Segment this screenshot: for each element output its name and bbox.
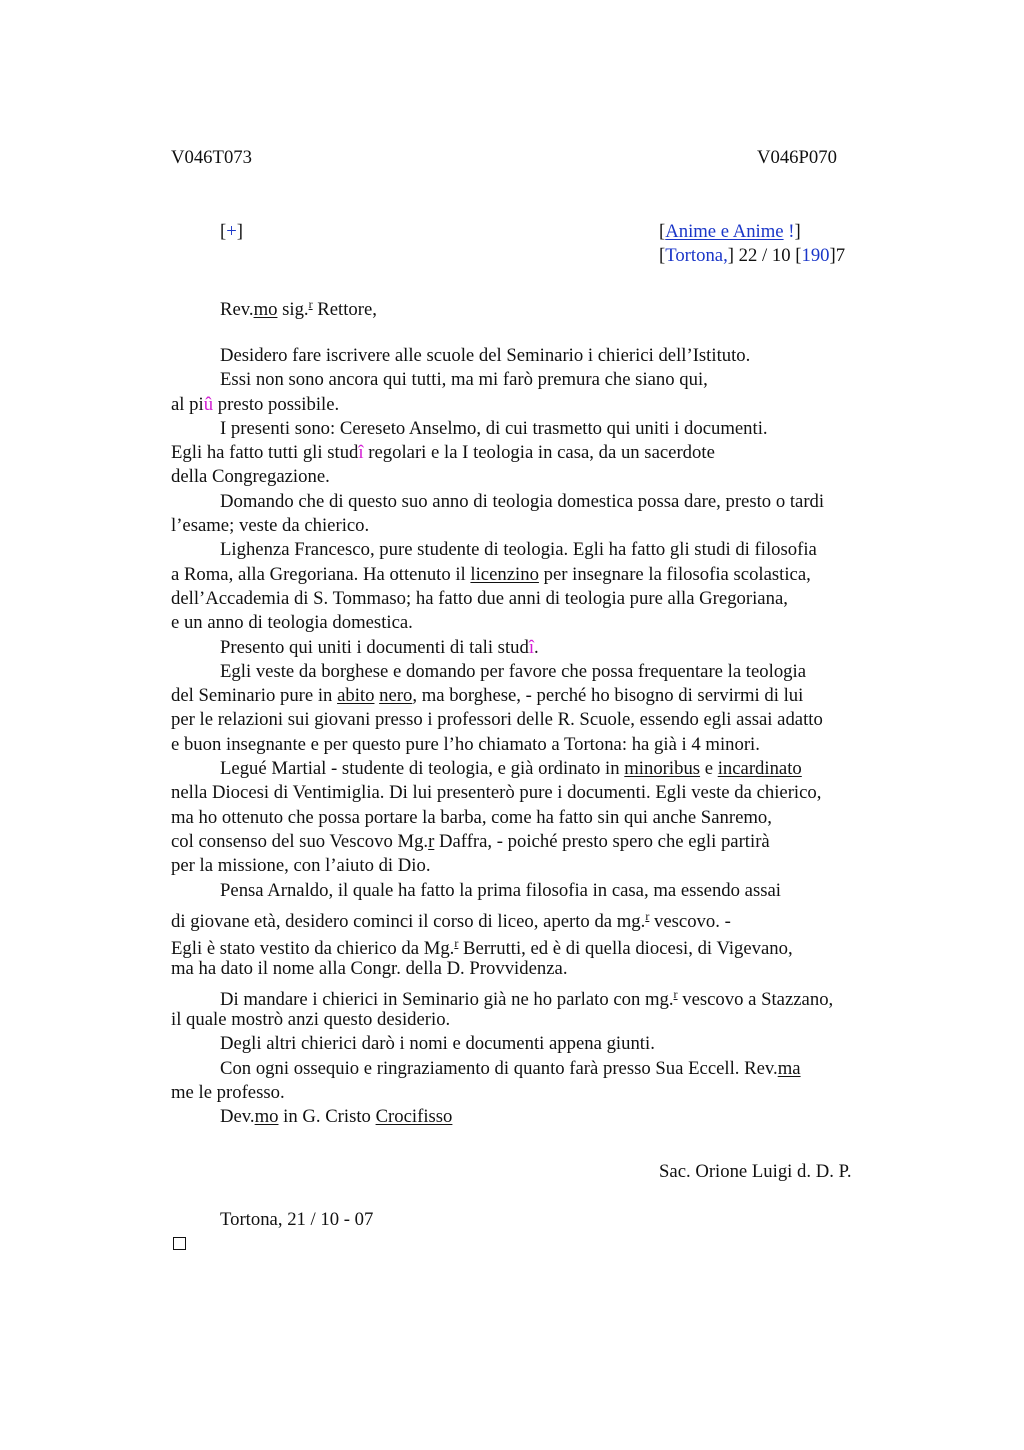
body-line: Con ogni ossequio e ringraziamento di quanto farà presso Sua Eccell. Rev.ma: [220, 1057, 801, 1079]
body-line: nella Diocesi di Ventimiglia. Di lui presenterò pure i documenti. Egli veste da chierico,: [171, 782, 822, 804]
body-line: al piû presto possibile.: [171, 393, 340, 415]
body-line: Domando che di questo suo anno di teologia domestica possa dare, presto o tardi: [220, 490, 825, 512]
body-line: Presento qui uniti i documenti di tali studî.: [220, 636, 539, 658]
body-line: di giovane età, desidero cominci il corso di liceo, aperto da mg.$^r$ vescovo. -: [171, 908, 731, 932]
body-line: Egli veste da borghese e domando per favore che possa frequentare la teologia: [220, 660, 807, 682]
body-line: Egli è stato vestito da chierico da Mg.$^r$ Berrutti, ed è di quella diocesi, di Vigevano,: [171, 935, 793, 959]
body-line: Dev.mo in G. Cristo Crocifisso: [220, 1106, 453, 1128]
body-line: I presenti sono: Cereseto Anselmo, di cui trasmetto qui uniti i documenti.: [220, 417, 768, 439]
document-code-left: V046T073: [171, 147, 252, 168]
cross-marker: [+]: [220, 221, 244, 242]
signature: Sac. Orione Luigi d. D. P.: [659, 1161, 852, 1182]
body-line: Lighenza Francesco, pure studente di teologia. Egli ha fatto gli studi di filosofia: [220, 539, 817, 561]
letter-body: [171, 344, 951, 1130]
body-line: Di mandare i chierici in Seminario già ne ho parlato con mg.$^r$ vescovo a Stazzano,: [220, 987, 834, 1011]
body-line: me le professo.: [171, 1082, 285, 1104]
body-line: della Congregazione.: [171, 466, 330, 488]
body-line: per le relazioni sui giovani presso i professori delle R. Scuole, essendo egli assai adatto: [171, 709, 823, 731]
body-line: Egli ha fatto tutti gli studî regolari e la I teologia in casa, da un sacerdote: [171, 442, 715, 464]
closing-date: Tortona, 21 / 10 - 07: [220, 1209, 374, 1230]
body-line: ma ho ottenuto che possa portare la barba, come ha fatto sin qui anche Sanremo,: [171, 806, 772, 828]
body-line: col consenso del suo Vescovo Mg.r Daffra, - poiché presto spero che egli partirà: [171, 830, 770, 852]
cross-link[interactable]: +: [226, 221, 237, 242]
end-box-icon: [173, 1237, 186, 1250]
motto-excl: !: [788, 221, 795, 242]
body-line: e buon insegnante e per questo pure l’ho chiamato a Tortona: ha già i 4 minori.: [171, 733, 760, 755]
place-date: [Tortona,] 22 / 10 [190]7: [659, 245, 846, 266]
body-line: Pensa Arnaldo, il quale ha fatto la prima filosofia in casa, ma essendo assai: [220, 879, 781, 901]
body-line: a Roma, alla Gregoriana. Ha ottenuto il licenzino per insegnare la filosofia scolastica,: [171, 563, 811, 585]
body-line: dell’Accademia di S. Tommaso; ha fatto due anni di teologia pure alla Gregoriana,: [171, 587, 788, 609]
body-line: e un anno di teologia domestica.: [171, 612, 413, 634]
body-line: ma ha dato il nome alla Congr. della D. Provvidenza.: [171, 957, 568, 979]
motto-link[interactable]: Anime e Anime: [665, 221, 784, 242]
salutation: Rev.mo sig.$^r$ Rettore,: [220, 297, 377, 320]
body-line: il quale mostrò anzi questo desiderio.: [171, 1009, 451, 1031]
body-line: l’esame; veste da chierico.: [171, 515, 370, 537]
body-line: Desidero fare iscrivere alle scuole del Seminario i chierici dell’Istituto.: [220, 345, 751, 366]
body-line: Degli altri chierici darò i nomi e documenti appena giunti.: [220, 1033, 655, 1055]
body-line: del Seminario pure in abito nero, ma borghese, - perché ho bisogno di servirmi di lui: [171, 685, 804, 707]
body-line: per la missione, con l’aiuto di Dio.: [171, 855, 431, 877]
body-line: Essi non sono ancora qui tutti, ma mi farò premura che siano qui,: [220, 369, 708, 391]
document-code-right: V046P070: [757, 147, 837, 168]
body-line: Legué Martial - studente di teologia, e già ordinato in minoribus e incardinato: [220, 758, 802, 780]
motto: [Anime e Anime !]: [659, 221, 801, 242]
year-link[interactable]: 190: [801, 245, 830, 266]
place-link[interactable]: Tortona,: [665, 245, 728, 266]
